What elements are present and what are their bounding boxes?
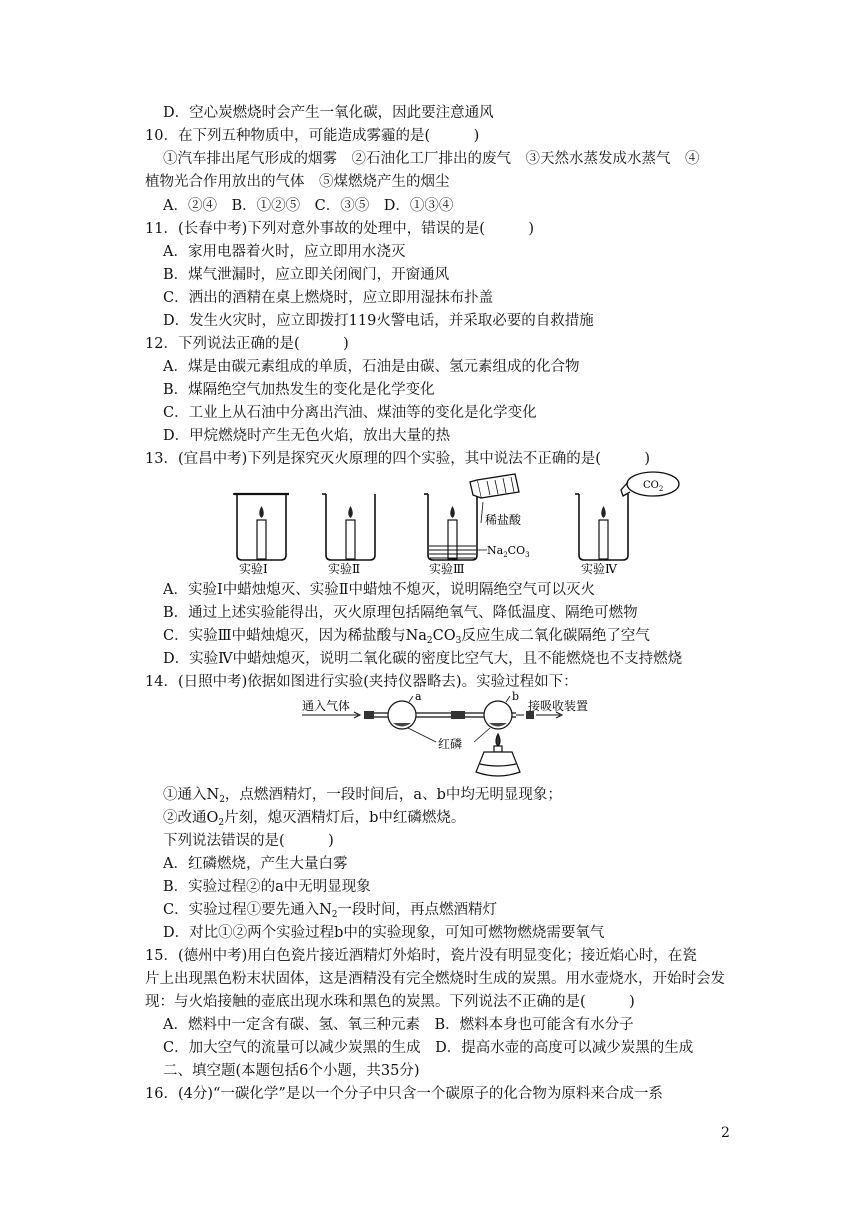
label-exp-3: 实验Ⅲ — [429, 562, 465, 576]
q15-options-cd: C．加大空气的流量可以减少炭黑的生成 D．提高水壶的高度可以减少炭黑的生成 — [163, 1040, 694, 1056]
label-exp-1: 实验Ⅰ — [239, 562, 268, 576]
q10-options: A．②④ B．①②⑤ C．③⑤ D．①③④ — [163, 198, 454, 214]
q15-line3: 现：与火焰接触的壶底出现水珠和黑色的炭黑。下列说法不正确的是( ) — [145, 994, 635, 1010]
q11-option-a: A．家用电器着火时，应立即用水浇灭 — [163, 244, 406, 260]
question-11: 11．(长春中考)下列对意外事故的处理中，错误的是( ) — [145, 221, 535, 237]
section-2-heading: 二、填空题(本题包括6个小题，共35分) — [163, 1063, 420, 1079]
q13-option-a: A．实验Ⅰ中蜡烛熄灭、实验Ⅱ中蜡烛不熄灭，说明隔绝空气可以灭火 — [163, 582, 596, 598]
question-15: 15．(德州中考)用白色瓷片接近酒精灯外焰时，瓷片没有明显变化；接近焰心时，在瓷 — [145, 948, 697, 964]
question-16: 16．(4分)“一碳化学”是以一个分子中只含一个碳原子的化合物为原料来合成一系 — [145, 1086, 663, 1102]
q11-option-b: B．煤气泄漏时，应立即关闭阀门，开窗通风 — [163, 267, 450, 283]
q14-step-1: ①通入$N_2$，点燃酒精灯，一段时间后，a、b中均无明显现象； — [163, 787, 562, 805]
q12-option-a: A．煤是由碳元素组成的单质，石油是由碳、氢元素组成的化合物 — [163, 359, 580, 375]
q11-option-d: D．发生火灾时，应立即拨打119火警电话，并采取必要的自救措施 — [163, 313, 594, 329]
q10-items-line2: 植物光合作用放出的气体 ⑤煤燃烧产生的烟尘 — [145, 174, 450, 190]
q14-prompt: 下列说法错误的是( ) — [163, 833, 334, 849]
q12-option-d: D．甲烷燃烧时产生无色火焰，放出大量的热 — [163, 428, 451, 444]
question-14: 14．(日照中考)依据如图进行实验(夹持仪器略去)。实验过程如下： — [145, 674, 578, 690]
q13-option-b: B．通过上述实验能得出，灭火原理包括隔绝氧气、降低温度、隔绝可燃物 — [163, 605, 638, 621]
label-b: b — [512, 690, 520, 703]
q13-option-d: D．实验Ⅳ中蜡烛熄灭，说明二氧化碳的密度比空气大，且不能燃烧也不支持燃烧 — [163, 651, 683, 667]
q14-option-b: B．实验过程②的a中无明显现象 — [163, 879, 371, 895]
outlet-label: 接吸收装置 — [528, 699, 589, 713]
q10-items-line1: ①汽车排出尾气形成的烟雾 ②石油化工厂排出的废气 ③天然水蒸发成水蒸气 ④ — [163, 151, 700, 167]
question-13: 13．(宜昌中考)下列是探究灭火原理的四个实验，其中说法不正确的是( ) — [145, 451, 651, 467]
phosphorus-label: 红磷 — [438, 737, 463, 751]
page-number: 2 — [721, 1125, 730, 1141]
q12-option-c: C．工业上从石油中分离出汽油、煤油等的变化是化学变化 — [163, 405, 537, 421]
label-a: a — [415, 690, 422, 703]
acid-label: 稀盐酸 — [485, 513, 522, 527]
q13-experiment-figure — [215, 470, 685, 578]
q14-step-2: ②改通$O_2$片刻，熄灭酒精灯后，b中红磷燃烧。 — [163, 810, 466, 828]
q12-option-b: B．煤隔绝空气加热发生的变化是化学变化 — [163, 382, 435, 398]
carbonate-label: $Na_2CO_3$ — [487, 544, 530, 559]
label-exp-4: 实验Ⅳ — [581, 562, 617, 576]
q14-option-a: A．红磷燃烧，产生大量白雾 — [163, 856, 348, 872]
q14-option-c: C．实验过程①要先通入$N_2$一段时间，再点燃酒精灯 — [163, 902, 498, 920]
question-10: 10．在下列五种物质中，可能造成雾霾的是( ) — [145, 128, 480, 144]
q15-options-ab: A．燃料中一定含有碳、氢、氧三种元素 B．燃料本身也可能含有水分子 — [163, 1017, 634, 1033]
q11-option-c: C．洒出的酒精在桌上燃烧时，应立即用湿抹布扑盖 — [163, 290, 494, 306]
q15-line2: 片上出现黑色粉末状固体，这是酒精没有完全燃烧时生成的炭黑。用水壶烧水，开始时会发 — [145, 971, 725, 987]
inlet-label: 通入气体 — [302, 699, 351, 713]
q9-option-d: D．空心炭燃烧时会产生一氧化碳，因此要注意通风 — [163, 105, 494, 121]
q13-option-c: C．实验Ⅲ中蜡烛熄灭，因为稀盐酸与$Na_2CO_3$反应生成二氧化碳隔绝了空气 — [163, 628, 650, 646]
q14-option-d: D．对比①②两个实验过程b中的实验现象，可知可燃物燃烧需要氧气 — [163, 925, 605, 941]
label-exp-2: 实验Ⅱ — [328, 562, 361, 576]
q14-apparatus-figure — [298, 690, 598, 782]
question-12: 12．下列说法正确的是( ) — [145, 336, 349, 352]
co2-label: $CO_2$ — [643, 480, 664, 493]
